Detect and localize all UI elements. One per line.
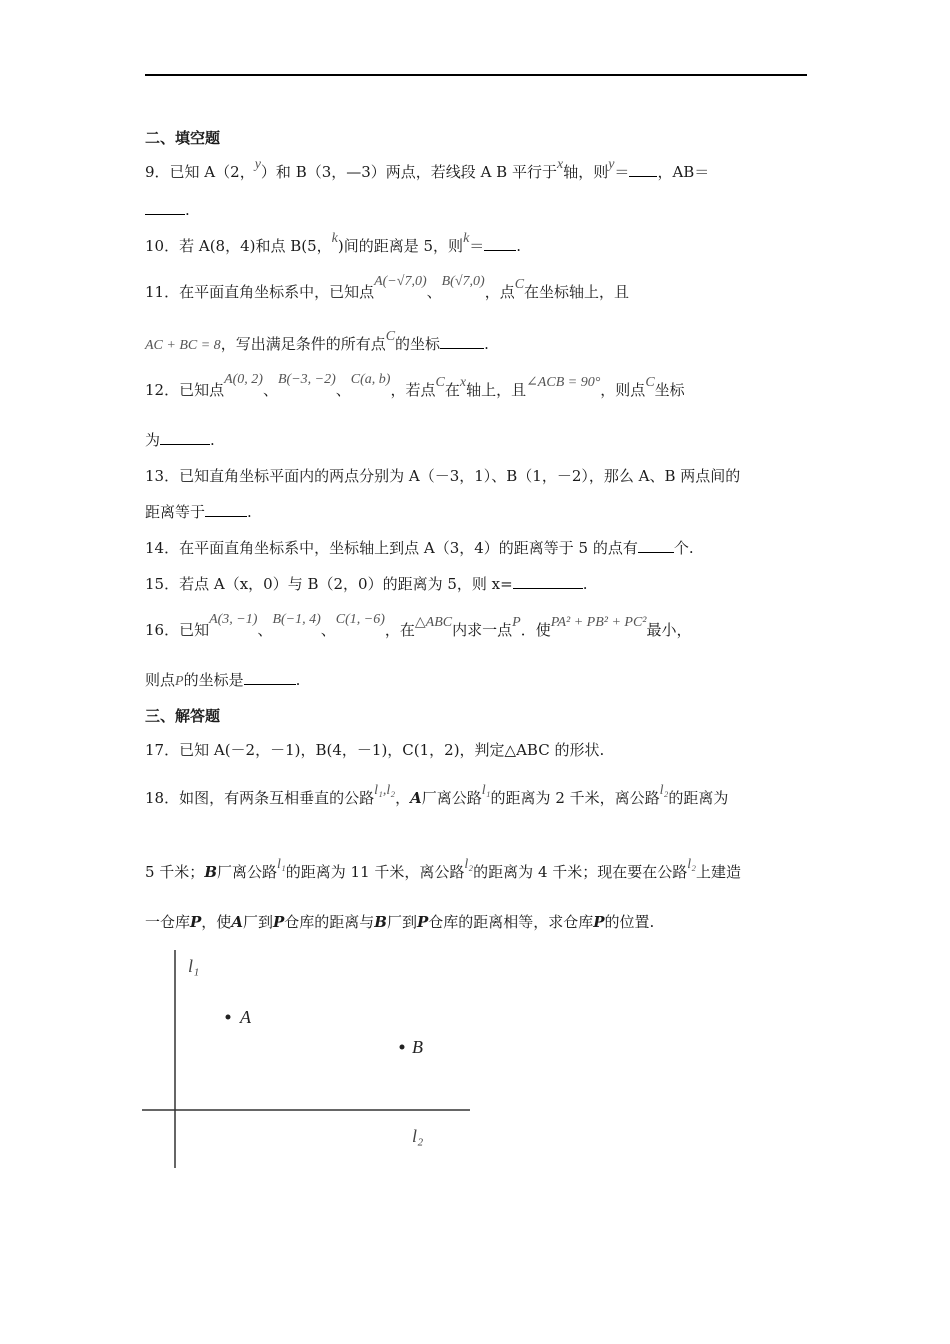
label-a: A [240,1007,251,1027]
label-l1: l₁ [188,956,200,976]
question-17: 17．已知 A(－2，－1)，B(4，－1)，C(1，2)，判定△ABC 的形状. [145,741,605,759]
question-12: 12．已知点A(0, 2)、B(−3, −2)、C(a, b)，若点C在x轴上，且∠ACB = 90°，则点C坐标 [145,372,685,399]
point-b [400,1045,405,1050]
question-9-cont: . [145,200,190,220]
answer-blank[interactable] [513,574,583,589]
question-15: 15．若点 A（x，0）与 B（2，0）的距离为 5，则 x= . [145,575,588,593]
question-9: 9．已知 A（2，y）和 B（3，—3）两点，若线段 A B 平行于x轴，则y＝ ，AB＝ [145,157,710,181]
question-10: 10．若 A(8，4)和点 B(5，k)间的距离是 5，则k＝ . [145,231,522,255]
answer-blank[interactable] [629,162,657,177]
answer-blank[interactable] [244,670,296,685]
answer-blank[interactable] [205,502,247,517]
section-title-solutions: 三、解答题 [145,707,221,725]
road-diagram [140,940,480,1180]
question-18-line3: 一仓库P，使A厂到P仓库的距离与B厂到P仓库的距离相等，求仓库P的位置. [145,913,655,931]
question-18: 18．如图，有两条互相垂直的公路l₁,l₂，A厂离公路l₁的距离为 2 千米，离公路l₂的距离为 [145,783,729,807]
answer-blank[interactable] [440,334,484,349]
question-16-cont: 则点P的坐标是 . [145,671,301,689]
answer-blank[interactable] [160,430,210,445]
question-12-cont: 为 . [145,431,215,449]
question-18-line2: 5 千米；B厂离公路l₁的距离为 11 千米，离公路l₂的距离为 4 千米；现在要在公路l₂上建造 [145,857,742,881]
question-16: 16．已知A(3, −1)、B(−1, 4)、C(1, −6)，在△ABC内求一点P．使PA² + PB² + PC²最小， [145,612,692,639]
label-l2: l₂ [412,1126,424,1146]
question-13-cont: 距离等于 . [145,503,252,521]
section-title-fill-in: 二、填空题 [145,129,221,147]
label-b: B [412,1037,423,1057]
header-rule [145,74,807,76]
question-13: 13．已知直角坐标平面内的两点分别为 A（－3，1）、B（1，－2），那么 A、B 两点间的 [145,467,741,485]
answer-blank[interactable] [484,236,516,251]
answer-blank[interactable] [638,538,674,553]
question-11: 11．在平面直角坐标系中，已知点A(−√7,0)、B(√7,0)，点C在坐标轴上，且 [145,274,630,301]
question-14: 14．在平面直角坐标系中，坐标轴上到点 A（3，4）的距离等于 5 的点有 个. [145,539,694,557]
point-a [226,1015,231,1020]
question-11-cont: AC + BC = 8，写出满足条件的所有点C的坐标 . [145,329,489,353]
answer-blank[interactable] [145,200,185,215]
